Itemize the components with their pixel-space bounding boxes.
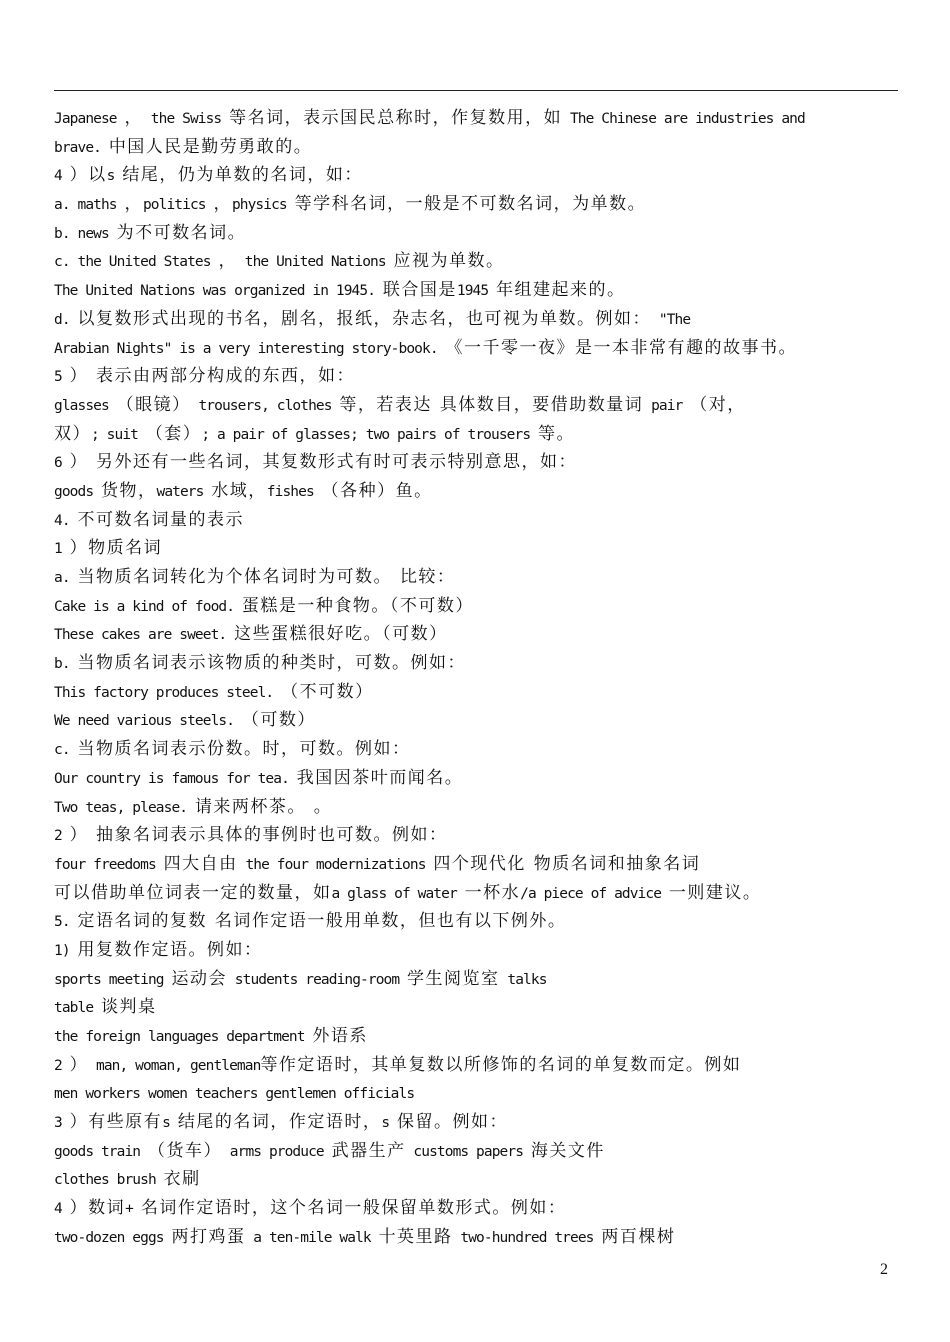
text-line: 1 ）物质名词 bbox=[54, 538, 163, 558]
text-line: d. 以复数形式出现的书名，剧名，报纸，杂志名，也可视为单数。例如： "The bbox=[54, 308, 691, 328]
text-line: brave. 中国人民是勤劳勇敢的。 bbox=[54, 136, 313, 156]
text-line: 3 ）有些原有s 结尾的名词，作定语时，s 保留。例如： bbox=[54, 1112, 509, 1132]
text-line: 2 ） man, woman, gentleman等作定语时，其单复数以所修饰的名词的单复数而定。例如 bbox=[54, 1054, 742, 1074]
text-line: clothes brush 衣刷 bbox=[54, 1169, 201, 1189]
text-line: Our country is famous for tea. 我国因茶叶而闻名。 bbox=[54, 767, 464, 787]
text-line: the foreign languages department 外语系 bbox=[54, 1026, 368, 1045]
header-rule bbox=[54, 90, 898, 91]
text-line: glasses （眼镜） trousers, clothes 等，若表达 具体数目，要借助数量词 pair （对， bbox=[54, 394, 746, 414]
text-line: table 谈判桌 bbox=[54, 997, 157, 1017]
text-line: Two teas, please. 请来两杯茶。 。 bbox=[54, 796, 333, 816]
text-line: Arabian Nights" is a very interesting story-book. 《一千零一夜》是一本非常有趣的故事书。 bbox=[54, 337, 797, 357]
text-line: 可以借助单位词表一定的数量，如a glass of water 一杯水/a piece of advice 一则建议。 bbox=[54, 882, 762, 902]
text-line: sports meeting 运动会 students reading-room 学生阅览室 talks bbox=[54, 968, 547, 988]
text-line: 6 ） 另外还有一些名词，其复数形式有时可表示特别意思，如： bbox=[54, 452, 578, 472]
text-line: This factory produces steel. （不可数） bbox=[54, 681, 374, 701]
text-line: These cakes are sweet. 这些蛋糕很好吃。（可数） bbox=[54, 624, 448, 644]
text-line: 5 ） 表示由两部分构成的东西，如： bbox=[54, 366, 356, 386]
text-line: goods train （货车） arms produce 武器生产 customs papers 海关文件 bbox=[54, 1140, 605, 1160]
text-line: Japanese ， the Swiss 等名词，表示国民总称时，作复数用，如 The Chinese are industries and bbox=[54, 108, 805, 127]
text-line: a. 当物质名词转化为个体名词时为可数。 比较： bbox=[54, 567, 456, 586]
text-line: four freedoms 四大自由 the four modernizations 四个现代化 物质名词和抽象名词 bbox=[54, 853, 701, 873]
text-line: 4 ）数词+ 名词作定语时，这个名词一般保留单数形式。例如： bbox=[54, 1198, 567, 1218]
text-line: c. the United States ， the United Nations 应视为单数。 bbox=[54, 251, 505, 271]
text-line: men workers women teachers gentlemen officials bbox=[54, 1086, 415, 1103]
text-line: c. 当物质名词表示份数。时，可数。例如： bbox=[54, 739, 411, 759]
section-heading: 5. 定语名词的复数 名词作定语一般用单数，但也有以下例外。 bbox=[54, 911, 567, 931]
text-line: 1) 用复数作定语。例如： bbox=[54, 939, 263, 959]
text-line: b. news 为不可数名词。 bbox=[54, 222, 247, 242]
text-line: The United Nations was organized in 1945. 联合国是1945 年组建起来的。 bbox=[54, 280, 626, 300]
text-line: Cake is a kind of food. 蛋糕是一种食物。（不可数） bbox=[54, 595, 474, 615]
text-line: b. 当物质名词表示该物质的种类时，可数。例如： bbox=[54, 653, 466, 673]
text-line: 4 ）以s 结尾，仍为单数的名词，如： bbox=[54, 165, 363, 185]
text-line: We need various steels. （可数） bbox=[54, 710, 316, 730]
section-heading: 4. 不可数名词量的表示 bbox=[54, 509, 244, 529]
page-number: 2 bbox=[880, 1261, 888, 1278]
text-line: 双）; suit （套）; a pair of glasses; two pairs of trousers 等。 bbox=[54, 423, 575, 443]
text-line: a. maths ，politics ，physics 等学科名词，一般是不可数名词，为单数。 bbox=[54, 194, 647, 214]
text-line: 2 ） 抽象名词表示具体的事例时也可数。例如： bbox=[54, 825, 448, 845]
text-line: two-dozen eggs 两打鸡蛋 a ten-mile walk 十英里路 two-hundred trees 两百棵树 bbox=[54, 1226, 676, 1246]
text-line: goods 货物，waters 水域，fishes （各种）鱼。 bbox=[54, 480, 433, 500]
document-body bbox=[54, 104, 898, 1252]
